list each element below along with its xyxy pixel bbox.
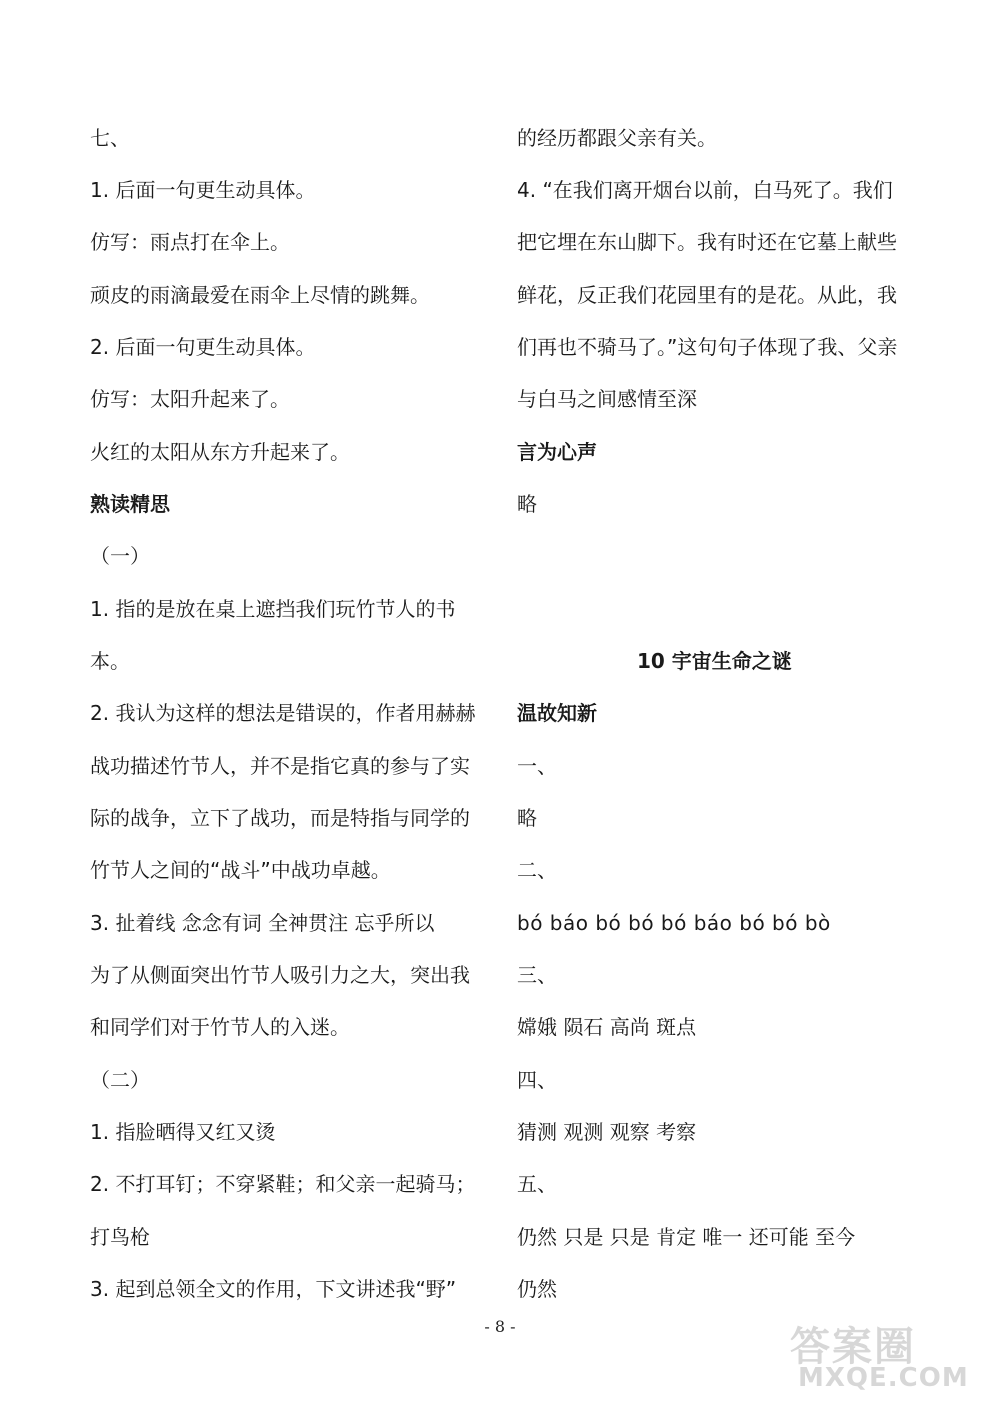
answer-line: 际的战争，立下了战功，而是特指与同学的	[90, 806, 470, 830]
section-heading-read: 熟读精思	[90, 492, 170, 516]
answer-line: 仿写：雨点打在伞上。	[90, 230, 290, 254]
answer-line: 3. 起到总领全文的作用，下文讲述我“野”	[90, 1277, 457, 1301]
answer-line: 略	[517, 492, 537, 516]
watermark-logo	[790, 1315, 990, 1395]
answer-line: 和同学们对于竹节人的入迷。	[90, 1015, 350, 1039]
answer-line: 猜测 观测 观察 考察	[517, 1120, 697, 1144]
subsection-label: 五、	[517, 1172, 557, 1196]
answer-line: 仍然 只是 只是 肯定 唯一 还可能 至今	[517, 1225, 856, 1249]
answer-line: 顽皮的雨滴最爱在雨伞上尽情的跳舞。	[90, 283, 430, 307]
subsection-label: （二）	[90, 1068, 150, 1092]
answer-line: 把它埋在东山脚下。我有时还在它墓上献些	[517, 230, 897, 254]
section-heading-review: 温故知新	[517, 701, 597, 725]
answer-line: 战功描述竹节人，并不是指它真的参与了实	[90, 754, 470, 778]
answer-line: 们再也不骑马了。”这句句子体现了我、父亲	[517, 335, 898, 359]
answer-line: 仿写：太阳升起来了。	[90, 387, 290, 411]
answer-line: 嫦娥 陨石 高尚 斑点	[517, 1015, 697, 1039]
watermark-text: 答案圈	[790, 1324, 916, 1370]
answer-line: 鲜花，反正我们花园里有的是花。从此，我	[517, 283, 897, 307]
watermark-url: MXQE.COM	[798, 1363, 969, 1393]
answer-line: 打鸟枪	[90, 1225, 150, 1249]
page-number: - 8 -	[484, 1317, 516, 1336]
answer-line: 2. 后面一句更生动具体。	[90, 335, 316, 359]
section-heading-voice: 言为心声	[517, 440, 597, 464]
subsection-label: 一、	[517, 754, 557, 778]
answer-line: 1. 指脸晒得又红又烫	[90, 1120, 276, 1144]
subsection-label: 二、	[517, 858, 557, 882]
answer-line: 4. “在我们离开烟台以前，白马死了。我们	[517, 178, 893, 202]
lesson-title: 10 宇宙生命之谜	[637, 649, 792, 673]
section-heading-seven: 七、	[90, 126, 130, 150]
answer-line: 本。	[90, 649, 130, 673]
subsection-label: 三、	[517, 963, 557, 987]
answer-line: 仍然	[517, 1277, 557, 1301]
answer-line: 为了从侧面突出竹节人吸引力之大，突出我	[90, 963, 470, 987]
answer-line: 的经历都跟父亲有关。	[517, 126, 717, 150]
answer-line: 1. 指的是放在桌上遮挡我们玩竹节人的书	[90, 597, 456, 621]
answer-line: 略	[517, 806, 537, 830]
pinyin-answers: bó báo bó bó bó báo bó bó bò	[517, 911, 831, 935]
answer-line: 3. 扯着线 念念有词 全神贯注 忘乎所以	[90, 911, 435, 935]
answer-line: 1. 后面一句更生动具体。	[90, 178, 316, 202]
answer-line: 竹节人之间的“战斗”中战功卓越。	[90, 858, 391, 882]
answer-line: 与白马之间感情至深	[517, 387, 697, 411]
answer-line: 火红的太阳从东方升起来了。	[90, 440, 350, 464]
subsection-label: （一）	[90, 544, 150, 568]
answer-line: 2. 不打耳钉；不穿紧鞋；和父亲一起骑马；	[90, 1172, 476, 1196]
answer-line: 2. 我认为这样的想法是错误的，作者用赫赫	[90, 701, 476, 725]
subsection-label: 四、	[517, 1068, 557, 1092]
